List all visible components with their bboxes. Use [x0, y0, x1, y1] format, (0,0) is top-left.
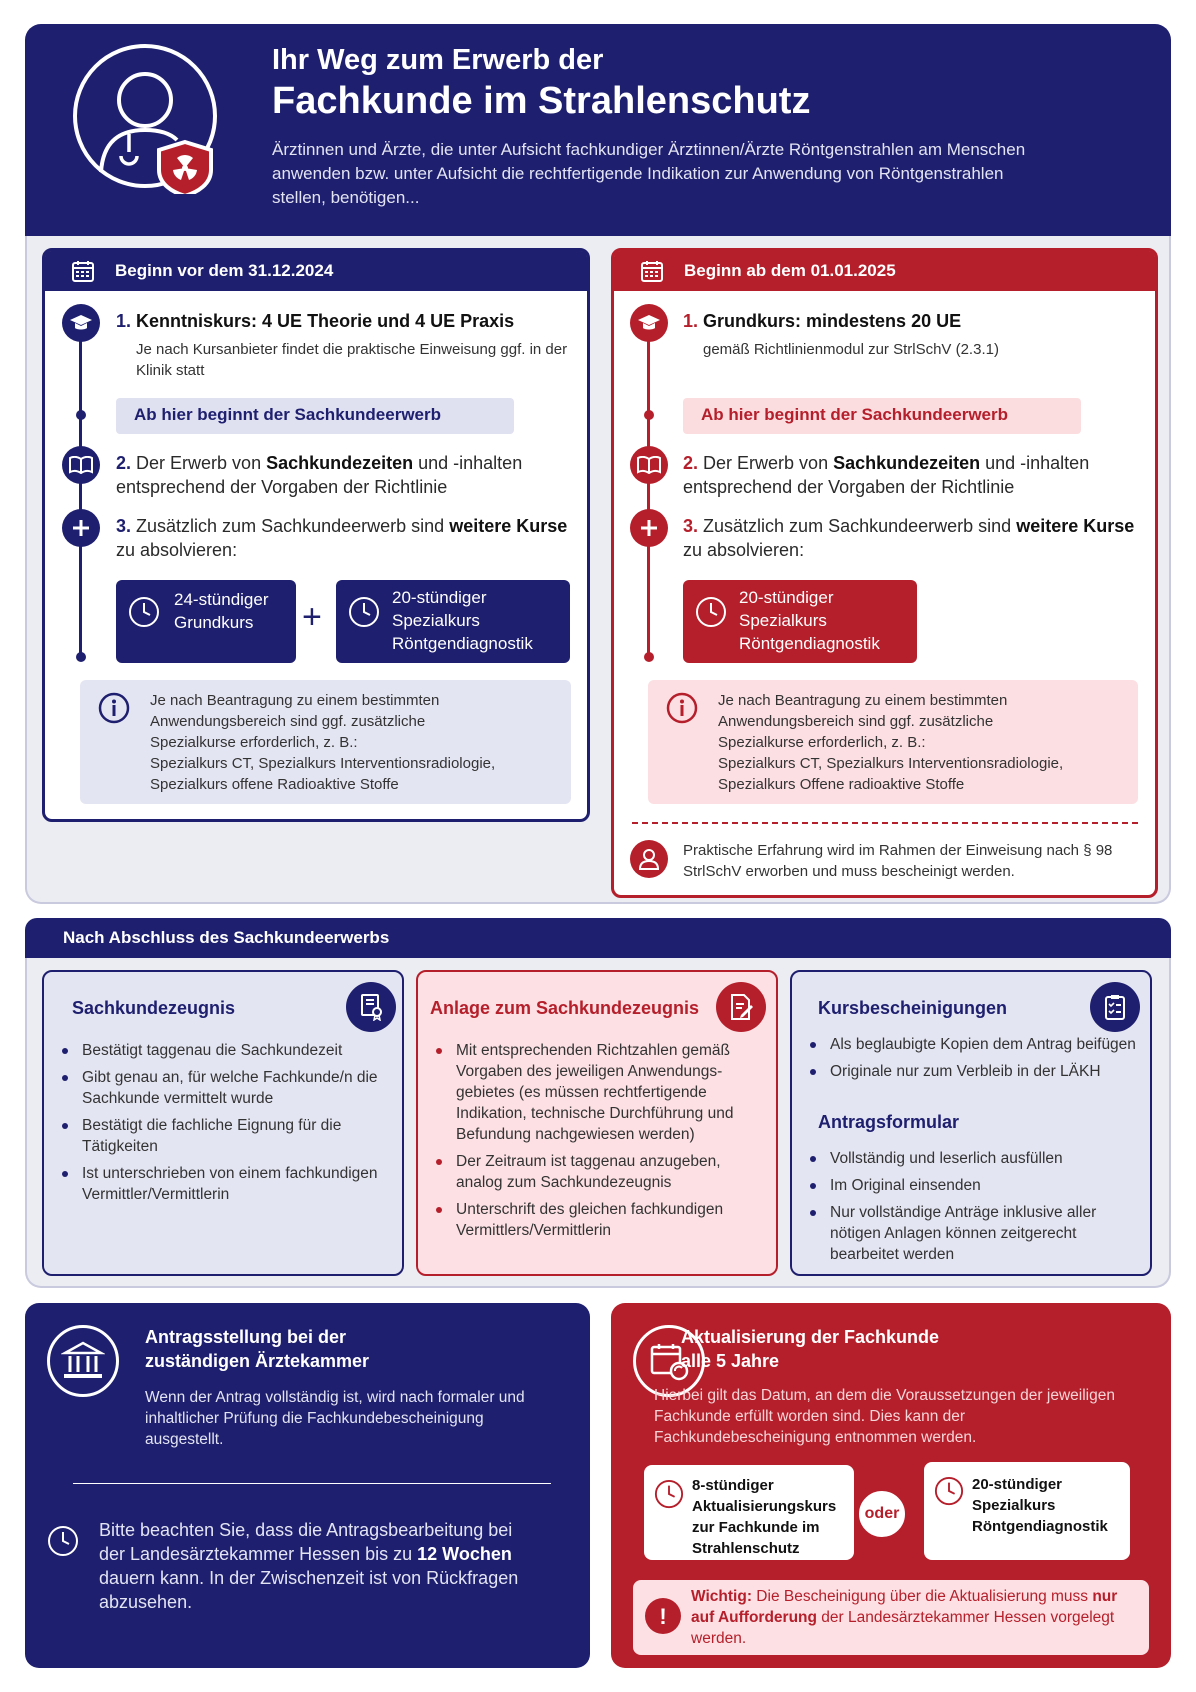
path-new-step1-note: gemäß Richtlinienmodul zur StrlSchV (2.3.1) — [703, 341, 999, 358]
intro-text: Ärztinnen und Ärzte, die unter Aufsicht fachkundiger Ärztinnen/Ärzte Röntgenstrahlen am Menschen anwenden bzw. unter Aufsicht die rechtfertigende Indikation zur Anwendung von Röntgenstrahlen stellen, benötigen... — [272, 140, 1026, 207]
path-new-step1: 1. Grundkurs: mindestens 20 UE — [683, 311, 962, 331]
col-title: Kursbescheinigungen — [818, 998, 1008, 1018]
exclamation-icon: ! — [645, 1598, 681, 1634]
col-list: Bestätigt taggenau die Sachkundezeit Gibt genau an, für welche Fachkunde/n die Sachkunde vermittelt wurde Bestätigt die fachliche Eignung für die Tätigkeiten Ist unterschrieben von einem fachkundigen Vermittler/Vermittlerin — [56, 1040, 386, 1211]
book-icon — [62, 446, 100, 484]
page-title-line2: Fachkunde im Strahlenschutz — [272, 80, 811, 122]
clock-icon — [654, 1479, 684, 1509]
path-old-step3: 3. Zusätzlich zum Sachkundeerwerb sind weitere Kurse zu absolvieren: — [116, 516, 568, 560]
application-box — [25, 1303, 590, 1668]
col-sachkundezeugnis — [42, 970, 404, 1276]
practice-note: Praktische Erfahrung wird im Rahmen der Einweisung nach § 98 StrlSchV erworben und muss bescheinigt werden. — [683, 842, 1113, 880]
path-new-step2: 2. Der Erwerb von Sachkundezeiten und -inhalten entsprechend der Vorgaben der Richtlinie — [683, 453, 1090, 497]
col-list: Als beglaubigte Kopien dem Antrag beifügen Originale nur zum Verbleib in der LÄKH — [804, 1034, 1140, 1088]
col-title: Anlage zum Sachkundezeugnis — [430, 998, 700, 1018]
path-new-step3: 3. Zusätzlich zum Sachkundeerwerb sind weitere Kurse zu absolvieren: — [683, 516, 1135, 560]
application-note: Bitte beachten Sie, dass die Antragsbearbeitung bei der Landesärztekammer Hessen bis zu 12 Wochen dauern kann. In der Zwischenzeit ist von Rückfragen abzusehen. — [99, 1520, 519, 1612]
timeline-dot — [76, 410, 86, 420]
path-new-milestone: Ab hier beginnt der Sachkundeerwerb — [683, 398, 1081, 434]
path-old-step2: 2. Der Erwerb von Sachkundezeiten und -inhalten entsprechend der Vorgaben der Richtlinie — [116, 453, 523, 497]
certificate-icon — [346, 982, 396, 1032]
clipboard-icon — [1090, 982, 1140, 1032]
clock-icon — [695, 596, 727, 628]
col-title: Sachkundezeugnis — [72, 998, 236, 1018]
divider — [73, 1483, 551, 1484]
timeline-line — [647, 320, 650, 660]
path-old-milestone: Ab hier beginnt der Sachkundeerwerb — [116, 398, 514, 434]
course-spezialkurs: 20-stündiger Spezialkurs Röntgendiagnostik — [336, 580, 570, 663]
path-old-step1: 1. Kenntniskurs: 4 UE Theorie und 4 UE Praxis — [116, 311, 515, 331]
book-icon — [630, 446, 668, 484]
path-old-step1-note: Je nach Kursanbieter findet die praktische Einweisung ggf. in der Klinik statt — [136, 341, 568, 379]
update-title: Aktualisierung der Fachkunde alle 5 Jahre — [681, 1327, 940, 1371]
path-old-heading: Beginn vor dem 31.12.2024 — [45, 251, 587, 291]
info-icon — [666, 692, 698, 724]
course-grundkurs: 24-stündiger Grundkurs — [116, 580, 296, 663]
col-kursbescheinigungen — [790, 970, 1152, 1276]
courthouse-icon — [47, 1325, 119, 1397]
info-icon — [98, 692, 130, 724]
graduation-cap-icon — [630, 304, 668, 342]
graduation-cap-icon — [62, 304, 100, 342]
plus-circle-icon — [62, 509, 100, 547]
document-pen-icon — [716, 982, 766, 1032]
plus-circle-icon — [630, 509, 668, 547]
clock-icon — [128, 596, 160, 628]
or-badge: oder — [856, 1488, 908, 1540]
clock-icon — [47, 1525, 79, 1557]
path-new-info: Je nach Beantragung zu einem bestimmten Anwendungsbereich sind ggf. zusätzliche Spezialkurse erforderlich, z. B.: Spezialkurs CT, Spezialkurs Interventionsradiologie, Spezialkurs Offene radioaktive Stoffe — [648, 680, 1138, 804]
col-list: Mit entsprechenden Richtzahlen gemäß Vorgaben des jeweiligen Anwendungs-gebietes (es müssen rechtfertigende Indikation, technische Durchführung und Befundung nachgewiesen werden) Der Zeitraum ist taggenau anzugeben, analog zum Sachkundezeugnis Unterschrift des gleichen fachkundigen Vermittlers/Vermittlerin — [430, 1040, 766, 1247]
clock-icon — [934, 1476, 964, 1506]
course-spezialkurs: 20-stündiger Spezialkurs Röntgendiagnostik — [683, 580, 917, 663]
col-anlage — [416, 970, 778, 1276]
timeline-dot — [76, 652, 86, 662]
application-text: Wenn der Antrag vollständig ist, wird nach formaler und inhaltlicher Prüfung die Fachkundebescheinigung ausgestellt. — [145, 1389, 525, 1448]
clock-icon — [348, 596, 380, 628]
doctor-shield-icon — [73, 44, 223, 194]
path-old-info: Je nach Beantragung zu einem bestimmten Anwendungsbereich sind ggf. zusätzliche Spezialkurse erforderlich, z. B.: Spezialkurs CT, Spezialkurs Interventionsradiologie, Spezialkurs offene Radioaktive Stoffe — [80, 680, 571, 804]
page-title-line1: Ihr Weg zum Erwerb der — [272, 44, 604, 76]
application-title: Antragsstellung bei der zuständigen Ärztekammer — [145, 1327, 370, 1371]
col-list-2: Vollständig und leserlich ausfüllen Im Original einsenden Nur vollständige Anträge inklusive aller nötigen Anlagen können zeitgerecht bearbeitet werden — [804, 1148, 1140, 1271]
important-note: ! Wichtig: Die Bescheinigung über die Aktualisierung muss nur auf Aufforderung der Landesärztekammer Hessen vorgelegt werden. — [633, 1580, 1149, 1655]
calendar-icon — [640, 259, 664, 283]
update-text: Hierbei gilt das Datum, an dem die Voraussetzungen der jeweiligen Fachkunde erfüllt worden sind. Dies kann der Fachkundebescheinigung entnommen werden. — [654, 1387, 1115, 1446]
update-option-b: 20-stündiger Spezialkurs Röntgendiagnostik — [924, 1462, 1130, 1560]
timeline-dot — [644, 652, 654, 662]
dashed-divider — [632, 822, 1138, 824]
plus-sign: + — [302, 598, 322, 636]
path-new-heading: Beginn ab dem 01.01.2025 — [614, 251, 1155, 291]
timeline-dot — [644, 410, 654, 420]
calendar-icon — [71, 259, 95, 283]
person-icon — [630, 840, 668, 878]
after-heading: Nach Abschluss des Sachkundeerwerbs — [25, 918, 1171, 958]
timeline-line — [79, 320, 82, 660]
update-option-a: 8-stündiger Aktualisierungskurs zur Fachkunde im Strahlenschutz — [644, 1465, 854, 1560]
col-title-2: Antragsformular — [818, 1112, 960, 1132]
